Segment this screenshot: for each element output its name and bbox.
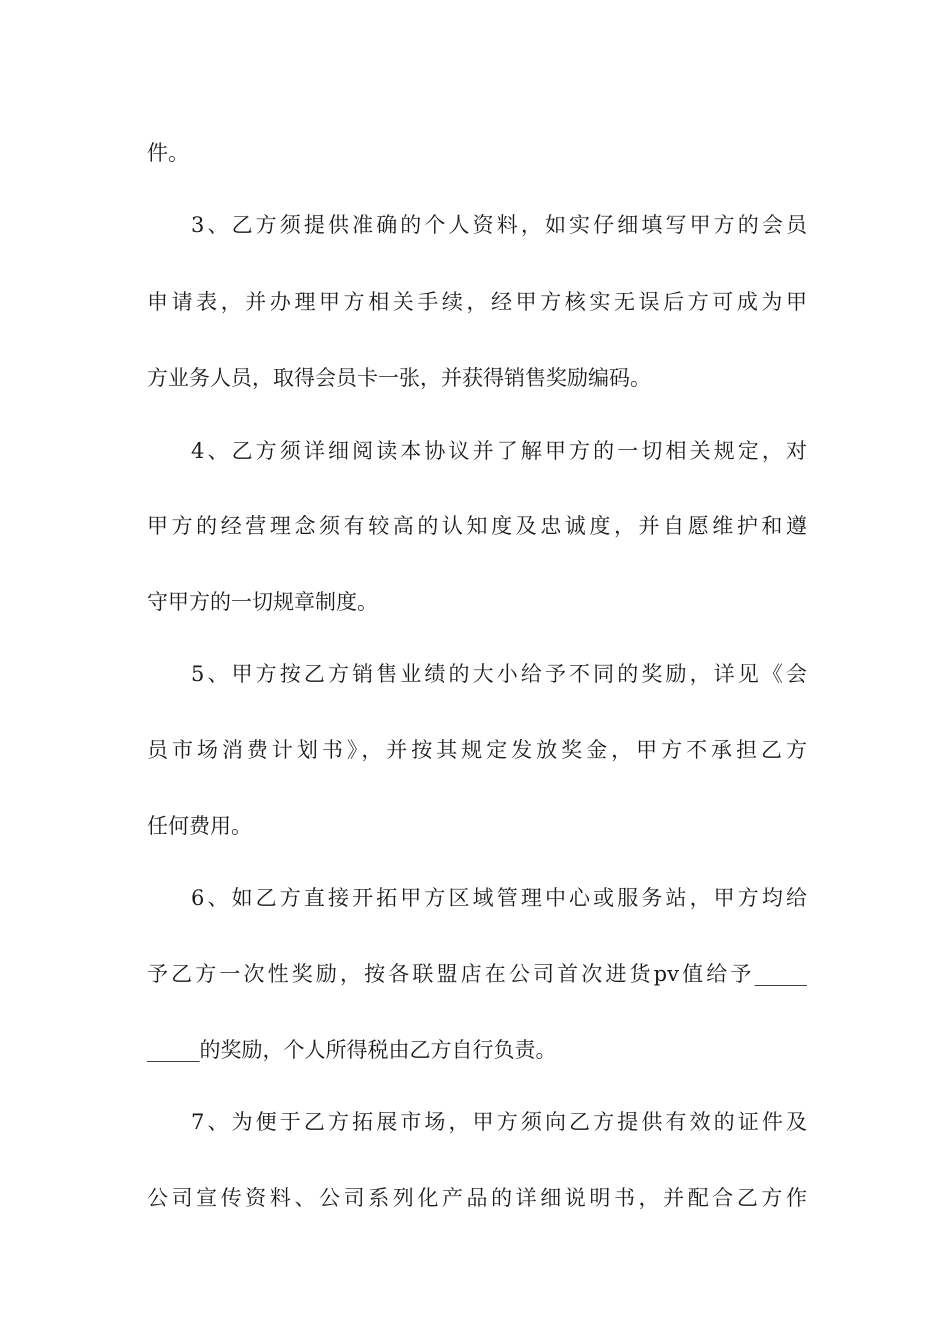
body-text-line: 件。 bbox=[147, 141, 189, 165]
clause-5-line-3: 任何费用。 bbox=[147, 814, 252, 838]
clause-4-line-2: 甲方的经营理念须有较高的认知度及忠诚度，并自愿维护和遵 bbox=[147, 514, 807, 538]
clause-4-line-3: 守甲方的一切规章制度。 bbox=[147, 590, 378, 614]
clause-6-line-2: 予乙方一次性奖励，按各联盟店在公司首次进货pv值给予_____ bbox=[147, 962, 807, 986]
clause-5-line-1: 5、甲方按乙方销售业绩的大小给予不同的奖励，详见《会 bbox=[191, 662, 807, 686]
clause-7-line-2: 公司宣传资料、公司系列化产品的详细说明书，并配合乙方作 bbox=[147, 1186, 807, 1210]
clause-6-line-1: 6、如乙方直接开拓甲方区域管理中心或服务站，甲方均给 bbox=[191, 886, 807, 910]
clause-5-line-2: 员市场消费计划书》，并按其规定发放奖金，甲方不承担乙方 bbox=[147, 738, 807, 762]
clause-7-line-1: 7、为便于乙方拓展市场，甲方须向乙方提供有效的证件及 bbox=[191, 1110, 807, 1134]
clause-3-line-3: 方业务人员，取得会员卡一张，并获得销售奖励编码。 bbox=[147, 366, 651, 390]
clause-4-line-1: 4、乙方须详细阅读本协议并了解甲方的一切相关规定，对 bbox=[191, 439, 807, 463]
clause-3-line-2: 申请表，并办理甲方相关手续，经甲方核实无误后方可成为甲 bbox=[147, 290, 807, 314]
clause-6-line-3: _____的奖励，个人所得税由乙方自行负责。 bbox=[147, 1038, 557, 1062]
clause-3-line-1: 3、乙方须提供准确的个人资料，如实仔细填写甲方的会员 bbox=[191, 213, 807, 237]
